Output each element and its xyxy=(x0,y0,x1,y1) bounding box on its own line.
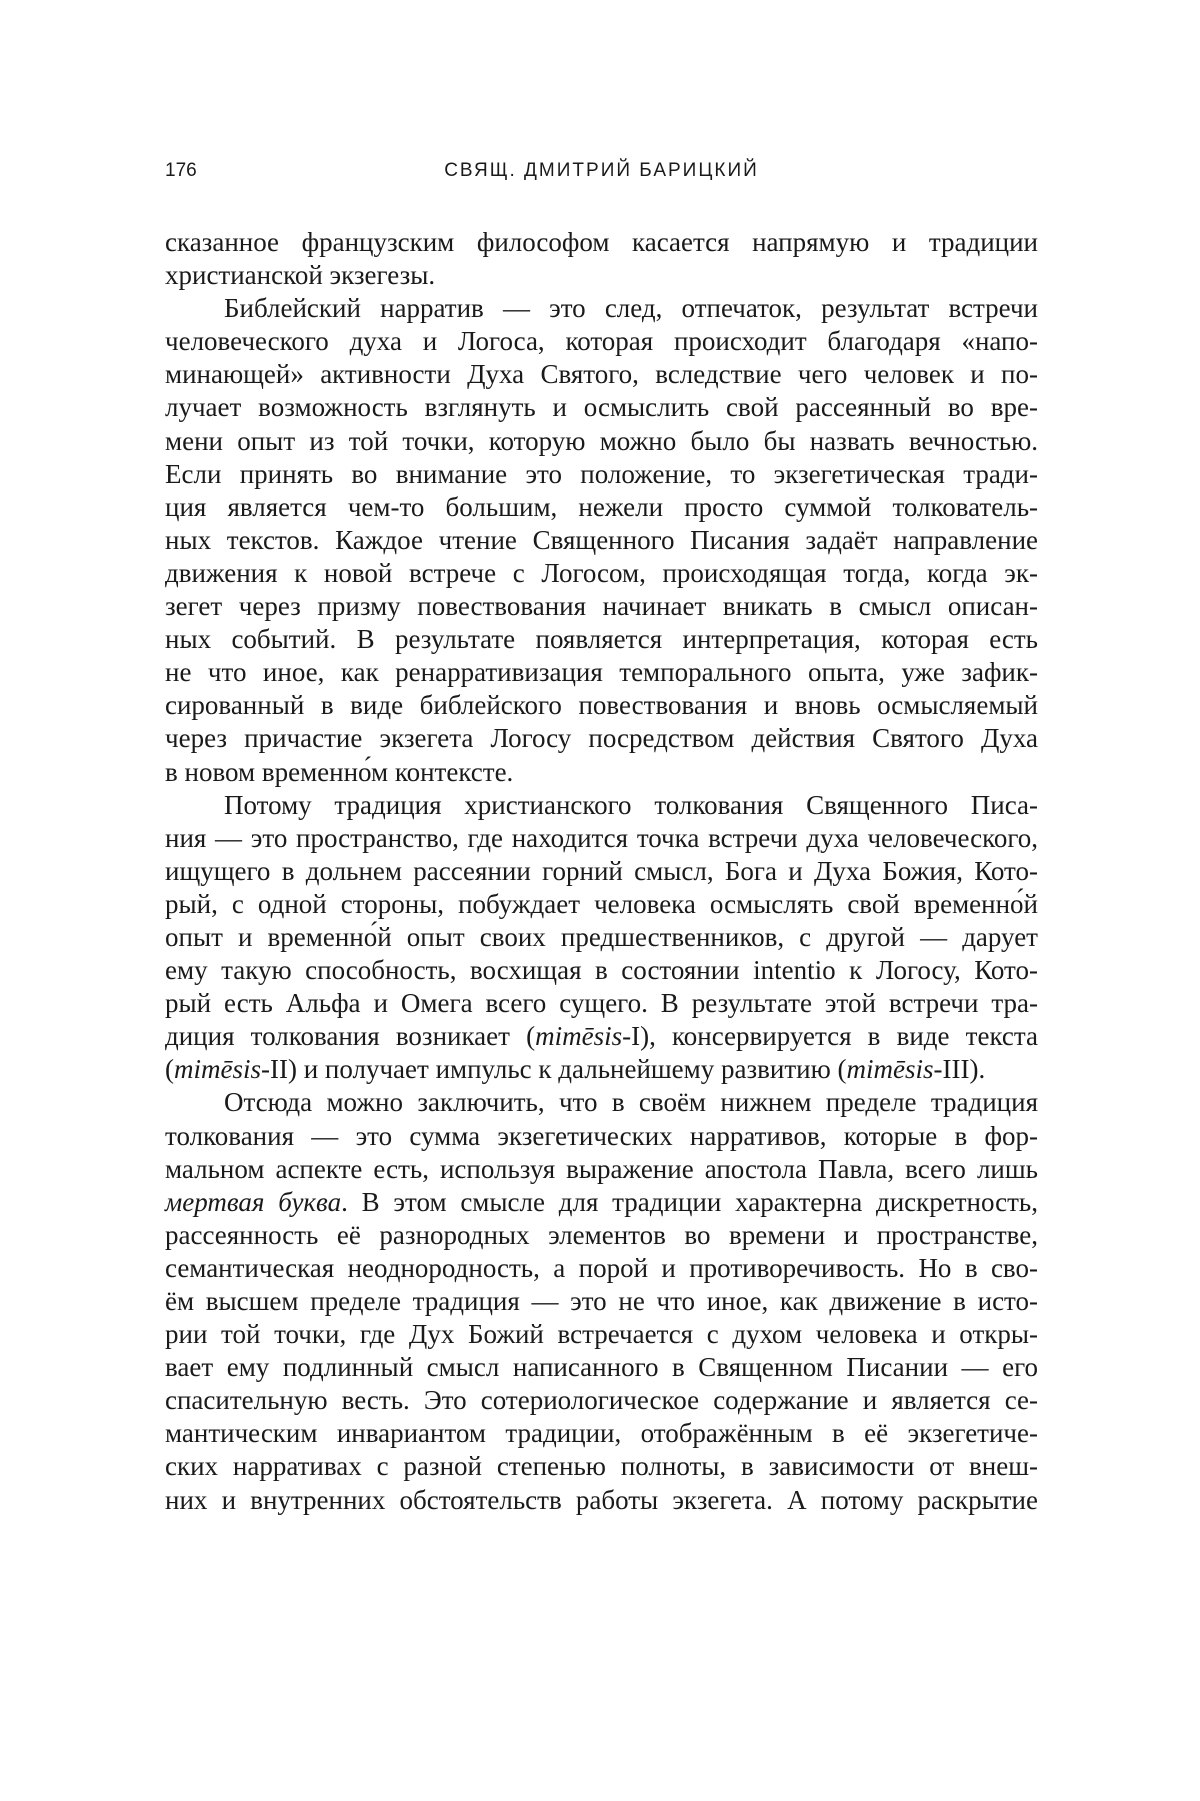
text-segment: диция толкования возникает ( xyxy=(165,1021,536,1052)
text-line: ных событий. В результате появляется интерпретация, которая есть xyxy=(165,624,1038,655)
text-line: ских нарративах с разной степенью полноты, в зависимости от внеш- xyxy=(165,1451,1038,1482)
text-line: ём высшем пределе традиция — это не что иное, как движение в исто- xyxy=(165,1286,1038,1316)
text-line: через причастие экзегета Логосу посредством действия Святого Духа xyxy=(165,723,1038,754)
text-line: толкования — это сумма экзегетических нарративов, которые в фор- xyxy=(165,1120,1038,1151)
text-line: спасительную весть. Это сотериологическое содержание и является се- xyxy=(165,1385,1038,1416)
text-line: ция является чем-то большим, нежели просто суммой толкователь- xyxy=(165,491,1038,522)
text-line: в новом временно́м контексте. xyxy=(165,756,514,787)
text-line: рый есть Альфа и Омега всего сущего. В результате этой встречи тра- xyxy=(165,988,1038,1019)
text-line: ния — это пространство, где находится точка встречи духа человеческого, xyxy=(165,822,1038,853)
italic-term: mimēsis xyxy=(174,1054,261,1085)
text-line xyxy=(165,1186,1038,1219)
text-line: сированный в виде библейского повествования и вновь осмысляемый xyxy=(165,690,1038,721)
text-line xyxy=(165,1020,1038,1053)
text-line: сказанное французским философом касается напрямую и традиции xyxy=(165,227,1038,257)
italic-term: мертвая буква xyxy=(165,1186,342,1217)
text-line: вает ему подлинный смысл написанного в Священном Писании — его xyxy=(165,1352,1038,1383)
body-text xyxy=(165,226,1038,1517)
text-line: Если принять во внимание это положение, то экзегетическая тради- xyxy=(165,458,1038,489)
text-line xyxy=(165,1053,1038,1086)
text-line: Отсюда можно заключить, что в своём нижнем пределе традиция xyxy=(224,1087,1038,1118)
page-number: 176 xyxy=(165,160,197,181)
text-line: семантическая неоднородность, а порой и противоречивость. Но в сво- xyxy=(165,1252,1038,1283)
text-line: Потому традиция христианского толкования Священного Писа- xyxy=(224,789,1038,820)
text-line: христианской экзегезы. xyxy=(165,260,436,291)
running-head xyxy=(165,160,1038,190)
text-line: человеческого духа и Логоса, которая происходит благодаря «напо- xyxy=(165,326,1038,357)
italic-term: mimēsis xyxy=(846,1054,934,1085)
text-segment: -I), консервируется в виде текста xyxy=(622,1021,1038,1052)
text-line: мени опыт из той точки, которую можно было бы назвать вечностью. xyxy=(165,425,1038,456)
text-line: Библейский нарратив — это след, отпечаток, результат встречи xyxy=(224,293,1038,324)
text-line: лучает возможность взглянуть и осмыслить свой рассеянный во вре- xyxy=(165,392,1038,423)
text-line: них и внутренних обстоятельств работы экзегета. А потому раскрытие xyxy=(165,1484,1038,1515)
text-segment: -III). xyxy=(933,1054,986,1085)
text-line: рый, с одной стороны, побуждает человека осмыслять свой временно́й xyxy=(165,888,1038,919)
paragraph xyxy=(165,226,1038,292)
text-line: зегет через призму повествования начинает вникать в смысл описан- xyxy=(165,591,1038,622)
text-line: движения к новой встрече с Логосом, происходящая тогда, когда эк- xyxy=(165,557,1038,588)
text-line: рассеянность её разнородных элементов во времени и пространстве, xyxy=(165,1219,1038,1250)
text-line: ему такую способность, восхищая в состоянии intentio к Логосу, Кото- xyxy=(165,955,1038,986)
text-segment: ( xyxy=(165,1054,174,1085)
paragraph xyxy=(165,1086,1038,1516)
text-segment: -II) и получает импульс к дальнейшему развитию ( xyxy=(261,1054,847,1085)
italic-term: mimēsis xyxy=(535,1021,623,1052)
text-line: ищущего в дольнем рассеянии горний смысл, Бога и Духа Божия, Кото- xyxy=(165,855,1038,886)
paragraph xyxy=(165,292,1038,788)
text-line: рии той точки, где Дух Божий встречается с духом человека и откры- xyxy=(165,1319,1038,1350)
paragraph xyxy=(165,789,1038,1087)
text-line: мальном аспекте есть, используя выражение апостола Павла, всего лишь xyxy=(165,1153,1038,1184)
text-line: не что иное, как ренарративизация темпорального опыта, уже зафик- xyxy=(165,657,1038,688)
text-line: мантическим инвариантом традиции, отображённым в её экзегетиче- xyxy=(165,1418,1038,1449)
text-line: опыт и временно́й опыт своих предшественников, с другой — дарует xyxy=(165,921,1038,952)
text-line: ных текстов. Каждое чтение Священного Писания задаёт направление xyxy=(165,524,1038,555)
text-segment: . В этом смысле для традиции характерна дискретность, xyxy=(341,1186,1038,1217)
running-title: СВЯЩ. ДМИТРИЙ БАРИЦКИЙ xyxy=(444,160,759,181)
text-line: минающей» активности Духа Святого, вследствие чего человек и по- xyxy=(165,359,1038,390)
